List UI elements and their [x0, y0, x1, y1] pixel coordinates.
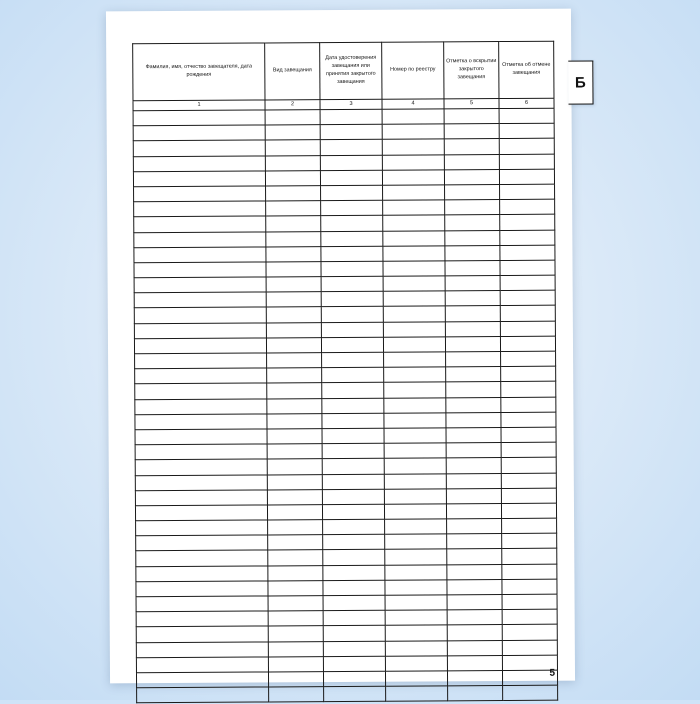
table-cell: [385, 519, 447, 535]
table-cell: [383, 291, 445, 307]
table-cell: [266, 246, 321, 262]
column-number-2: 2: [265, 100, 320, 110]
table-cell: [323, 626, 385, 642]
table-cell: [134, 307, 266, 323]
table-cell: [136, 520, 268, 536]
table-cell: [447, 625, 502, 641]
table-cell: [447, 655, 502, 671]
table-cell: [501, 503, 556, 519]
table-cell: [133, 125, 265, 141]
table-cell: [501, 382, 556, 398]
table-cell: [321, 307, 383, 323]
table-cell: [383, 337, 445, 353]
table-cell: [267, 413, 322, 429]
table-cell: [267, 368, 322, 384]
table-cell: [500, 215, 555, 231]
table-cell: [267, 444, 322, 460]
table-cell: [135, 399, 267, 415]
table-cell: [385, 625, 447, 641]
table-cell: [323, 550, 385, 566]
table-cell: [447, 534, 502, 550]
table-cell: [135, 474, 267, 490]
table-cell: [502, 549, 557, 565]
table-cell: [321, 261, 383, 277]
table-cell: [322, 352, 384, 368]
table-cell: [266, 277, 321, 293]
table-cell: [134, 231, 266, 247]
table-cell: [446, 382, 501, 398]
table-cell: [499, 154, 554, 170]
table-cell: [384, 382, 446, 398]
table-cell: [136, 642, 268, 658]
table-cell: [502, 625, 557, 641]
table-cell: [268, 672, 323, 688]
table-cell: [266, 292, 321, 308]
table-cell: [447, 610, 502, 626]
table-cell: [500, 336, 555, 352]
table-cell: [323, 610, 385, 626]
table-cell: [322, 383, 384, 399]
table-cell: [268, 626, 323, 642]
table-cell: [135, 383, 267, 399]
table-cell: [445, 306, 500, 322]
table-cell: [321, 246, 383, 262]
table-cell: [323, 519, 385, 535]
table-cell: [384, 397, 446, 413]
table-cell: [136, 657, 268, 673]
table-cell: [382, 154, 444, 170]
table-cell: [501, 351, 556, 367]
column-header-cancellation-mark-label: Отметка об отмене завещания: [502, 61, 551, 76]
table-cell: [382, 139, 444, 155]
table-cell: [446, 397, 501, 413]
table-cell: [500, 199, 555, 215]
table-cell: [446, 367, 501, 383]
table-cell: [448, 686, 503, 702]
table-cell: [133, 110, 265, 126]
table-cell: [267, 398, 322, 414]
table-cell: [265, 110, 320, 126]
table-cell: [385, 534, 447, 550]
table-cell: [322, 489, 384, 505]
column-header-cancellation-mark: [499, 41, 554, 98]
table-cell: [499, 139, 554, 155]
table-cell: [501, 366, 556, 382]
table-cell: [134, 201, 266, 217]
table-cell: [502, 594, 557, 610]
table-cell: [135, 414, 267, 430]
column-header-registry-number-label: Номер по реестру: [390, 66, 436, 73]
table-cell: [382, 109, 444, 125]
table-cell: [323, 580, 385, 596]
table-cell: [384, 473, 446, 489]
column-header-registry-number: [382, 42, 444, 99]
table-cell: [500, 290, 555, 306]
table-cell: [446, 458, 501, 474]
table-cell: [133, 140, 265, 156]
table-cell: [137, 687, 269, 703]
table-cell: [322, 428, 384, 444]
table-cell: [136, 611, 268, 627]
table-cell: [266, 186, 321, 202]
table-cell: [266, 231, 321, 247]
table-cell: [444, 124, 499, 140]
column-header-opening-mark-label: Отметка о вскрытии закрытого завещания: [446, 58, 497, 81]
table-cell: [446, 427, 501, 443]
header-row: [133, 41, 554, 101]
table-cell: [502, 533, 557, 549]
table-cell: [384, 413, 446, 429]
table-cell: [383, 230, 445, 246]
column-header-will-type-label: Вид завещания: [272, 67, 312, 74]
registry-table: [132, 41, 558, 704]
table-cell: [267, 504, 322, 520]
table-cell: [267, 459, 322, 475]
table-cell: [500, 260, 555, 276]
table-cell: [322, 474, 384, 490]
table-cell: [446, 503, 501, 519]
table-cell: [320, 155, 382, 171]
table-cell: [323, 595, 385, 611]
table-cell: [134, 216, 266, 232]
table-cell: [385, 549, 447, 565]
table-cell: [385, 564, 447, 580]
table-cell: [265, 155, 320, 171]
table-cell: [444, 154, 499, 170]
table-cell: [268, 656, 323, 672]
table-cell: [323, 534, 385, 550]
table-cell: [445, 321, 500, 337]
table-cell: [322, 413, 384, 429]
table-cell: [136, 596, 268, 612]
table-cell: [321, 231, 383, 247]
section-tab-marker: [568, 60, 593, 104]
table-cell: [266, 201, 321, 217]
table-cell: [445, 276, 500, 292]
table-cell: [323, 641, 385, 657]
table-cell: [501, 427, 556, 443]
table-cell: [385, 640, 447, 656]
table-cell: [501, 488, 556, 504]
table-cell: [502, 609, 557, 625]
table-cell: [500, 245, 555, 261]
table-cell: [321, 276, 383, 292]
table-cell: [268, 535, 323, 551]
table-cell: [265, 140, 320, 156]
table-cell: [499, 169, 554, 185]
table-cell: [135, 368, 267, 384]
table-cell: [268, 596, 323, 612]
table-cell: [323, 656, 385, 672]
table-cell: [322, 459, 384, 475]
table-cell: [386, 686, 448, 702]
table-cell: [382, 170, 444, 186]
table-cell: [266, 216, 321, 232]
column-header-certification-date: [320, 42, 382, 99]
table-cell: [501, 397, 556, 413]
table-cell: [446, 412, 501, 428]
table-cell: [501, 442, 556, 458]
table-cell: [501, 412, 556, 428]
column-number-6: 6: [499, 98, 554, 108]
table-cell: [267, 383, 322, 399]
table-cell: [447, 595, 502, 611]
table-cell: [383, 185, 445, 201]
table-cell: [502, 579, 557, 595]
table-cell: [446, 473, 501, 489]
table-cell: [447, 640, 502, 656]
table-cell: [383, 276, 445, 292]
table-cell: [320, 170, 382, 186]
table-cell: [267, 474, 322, 490]
table-cell: [135, 429, 267, 445]
page-content: [132, 41, 557, 666]
table-cell: [385, 671, 447, 687]
table-cell: [445, 245, 500, 261]
table-cell: [322, 443, 384, 459]
table-cell: [135, 353, 267, 369]
table-cell: [136, 626, 268, 642]
table-cell: [266, 322, 321, 338]
table-cell: [503, 685, 558, 701]
table-cell: [267, 489, 322, 505]
table-cell: [383, 321, 445, 337]
table-cell: [383, 306, 445, 322]
table-cell: [134, 262, 266, 278]
table-cell: [134, 292, 266, 308]
table-cell: [268, 565, 323, 581]
table-cell: [384, 489, 446, 505]
table-cell: [447, 519, 502, 535]
table-cell: [134, 338, 266, 354]
table-row: [137, 685, 558, 703]
table-cell: [499, 108, 554, 124]
table-cell: [321, 291, 383, 307]
table-cell: [321, 200, 383, 216]
table-cell: [499, 123, 554, 139]
table-cell: [383, 215, 445, 231]
table-cell: [444, 169, 499, 185]
table-cell: [136, 550, 268, 566]
table-cell: [136, 672, 268, 688]
table-cell: [268, 641, 323, 657]
column-number-1: 1: [133, 100, 265, 111]
table-cell: [266, 337, 321, 353]
table-cell: [321, 337, 383, 353]
table-cell: [268, 520, 323, 536]
table-cell: [323, 671, 385, 687]
table-cell: [134, 323, 266, 339]
table-cell: [267, 353, 322, 369]
table-cell: [445, 260, 500, 276]
table-cell: [265, 170, 320, 186]
column-header-will-type: [265, 43, 320, 100]
table-cell: [134, 277, 266, 293]
column-header-certification-date-label: Дата удостоверения завещания или принятия закрытого завещания: [325, 55, 377, 85]
table-cell: [133, 171, 265, 187]
table-cell: [384, 428, 446, 444]
table-cell: [444, 109, 499, 125]
table-cell: [445, 200, 500, 216]
table-cell: [385, 580, 447, 596]
table-cell: [321, 322, 383, 338]
table-cell: [500, 184, 555, 200]
table-cell: [384, 352, 446, 368]
table-cell: [134, 247, 266, 263]
table-cell: [383, 246, 445, 262]
table-cell: [445, 184, 500, 200]
table-cell: [133, 156, 265, 172]
table-cell: [136, 535, 268, 551]
table-cell: [502, 518, 557, 534]
table-cell: [384, 443, 446, 459]
table-cell: [268, 611, 323, 627]
table-body: [133, 108, 558, 703]
table-cell: [320, 124, 382, 140]
column-number-4: 4: [382, 99, 444, 109]
table-cell: [445, 291, 500, 307]
table-cell: [444, 139, 499, 155]
table-cell: [384, 367, 446, 383]
table-cell: [322, 398, 384, 414]
table-cell: [320, 109, 382, 125]
table-cell: [500, 230, 555, 246]
table-cell: [135, 505, 267, 521]
table-cell: [268, 580, 323, 596]
document-page: [106, 9, 586, 684]
table-cell: [445, 230, 500, 246]
table-cell: [447, 670, 502, 686]
column-header-opening-mark: [444, 42, 499, 99]
table-cell: [135, 444, 267, 460]
table-cell: [446, 352, 501, 368]
table-cell: [383, 261, 445, 277]
table-cell: [268, 550, 323, 566]
table-cell: [136, 581, 268, 597]
table-cell: [320, 140, 382, 156]
table-cell: [500, 306, 555, 322]
table-cell: [265, 125, 320, 141]
table-cell: [385, 595, 447, 611]
table-cell: [445, 215, 500, 231]
page-number: 5: [549, 667, 556, 679]
table-cell: [135, 490, 267, 506]
table-cell: [384, 458, 446, 474]
table-cell: [266, 307, 321, 323]
table-cell: [384, 504, 446, 520]
table-cell: [502, 564, 557, 580]
table-cell: [502, 640, 557, 656]
table-cell: [135, 459, 267, 475]
table-cell: [447, 564, 502, 580]
table-cell: [446, 488, 501, 504]
table-cell: [500, 321, 555, 337]
column-number-5: 5: [444, 99, 499, 109]
column-header-testator-name-label: Фамилия, имя, отчество завещателя, дата рождения: [145, 63, 253, 78]
table-cell: [266, 261, 321, 277]
table-cell: [267, 429, 322, 445]
table-cell: [447, 549, 502, 565]
table-cell: [501, 457, 556, 473]
table-cell: [322, 367, 384, 383]
table-cell: [382, 124, 444, 140]
table-cell: [321, 216, 383, 232]
table-cell: [321, 185, 383, 201]
table-cell: [445, 336, 500, 352]
column-header-testator-name: [133, 43, 265, 101]
table-cell: [136, 566, 268, 582]
table-cell: [383, 200, 445, 216]
table-cell: [447, 579, 502, 595]
table-cell: [501, 473, 556, 489]
table-cell: [385, 656, 447, 672]
table-cell: [500, 275, 555, 291]
section-tab-label: Б: [574, 73, 586, 92]
table-header: [133, 41, 554, 111]
table-cell: [134, 186, 266, 202]
table-cell: [323, 565, 385, 581]
column-number-3: 3: [320, 99, 382, 109]
table-cell: [446, 443, 501, 459]
table-cell: [385, 610, 447, 626]
table-cell: [322, 504, 384, 520]
